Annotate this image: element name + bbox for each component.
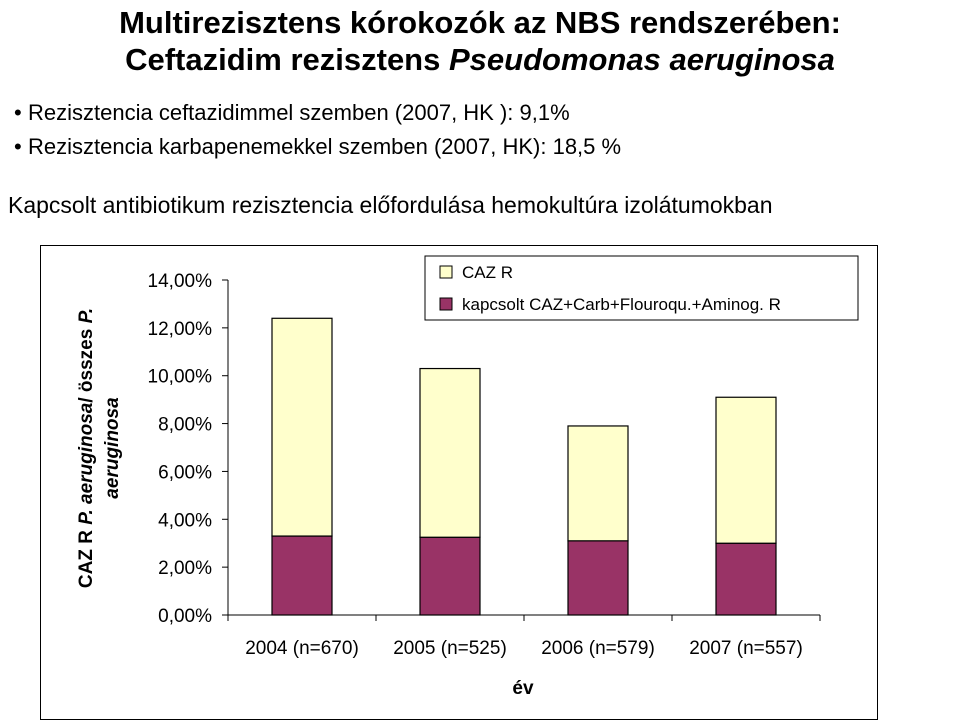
y-tick-label: 0,00% — [158, 606, 212, 627]
y-tick-label: 6,00% — [158, 462, 212, 484]
y-tick-label: 8,00% — [158, 414, 212, 436]
bar-segment-caz-r — [272, 318, 332, 536]
x-tick-label: 2007 (n=557) — [689, 638, 803, 659]
title-line-2-prefix: Ceftazidim rezisztens — [125, 42, 449, 77]
y-label-prefix: CAZ R — [76, 524, 97, 589]
legend-swatch — [440, 298, 452, 310]
x-tick-label: 2005 (n=525) — [393, 638, 507, 659]
x-tick-label: 2004 (n=670) — [245, 638, 359, 659]
y-tick-label: 10,00% — [147, 366, 212, 388]
bar-segment-caz-r — [420, 369, 480, 538]
y-tick-label: 4,00% — [158, 510, 212, 532]
legend-label: kapcsolt CAZ+Carb+Flouroqu.+Aminog. R — [462, 295, 781, 314]
y-tick-label: 12,00% — [147, 318, 212, 340]
bullet-dot-icon: • — [14, 134, 22, 159]
y-label-italic-2: P. — [76, 307, 97, 324]
y-label-italic-3: aeruginosa — [102, 397, 123, 499]
bar-segment-kapcsolt — [272, 536, 332, 615]
bar-segment-kapcsolt — [420, 537, 480, 615]
title-line-1: Multirezisztens kórokozók az NBS rendszerében: — [119, 5, 841, 40]
bar-segment-caz-r — [716, 397, 776, 543]
bar-segment-kapcsolt — [568, 541, 628, 615]
y-label-suffix: / összes — [76, 323, 97, 403]
y-tick-label: 14,00% — [147, 271, 212, 292]
bullet-dot-icon: • — [14, 100, 22, 125]
y-tick-label: 2,00% — [158, 558, 212, 580]
bullet-text: Rezisztencia karbapenemekkel szemben (2007, HK): 18,5 % — [28, 134, 622, 159]
y-label-italic-1: P. aeruginosa — [76, 402, 97, 525]
bar-segment-kapcsolt — [716, 543, 776, 615]
legend-swatch — [440, 266, 452, 278]
bar-segment-caz-r — [568, 426, 628, 541]
bullet-text: Rezisztencia ceftazidimmel szemben (2007, HK ): 9,1% — [28, 100, 570, 125]
chart-subtitle: Kapcsolt antibiotikum rezisztencia előfordulása hemokultúra izolátumokban — [8, 192, 773, 218]
title-line-2-italic: Pseudomonas aeruginosa — [448, 42, 835, 77]
x-axis-title: év — [512, 678, 534, 699]
legend-label: CAZ R — [462, 263, 513, 282]
x-tick-label: 2006 (n=579) — [541, 638, 655, 659]
